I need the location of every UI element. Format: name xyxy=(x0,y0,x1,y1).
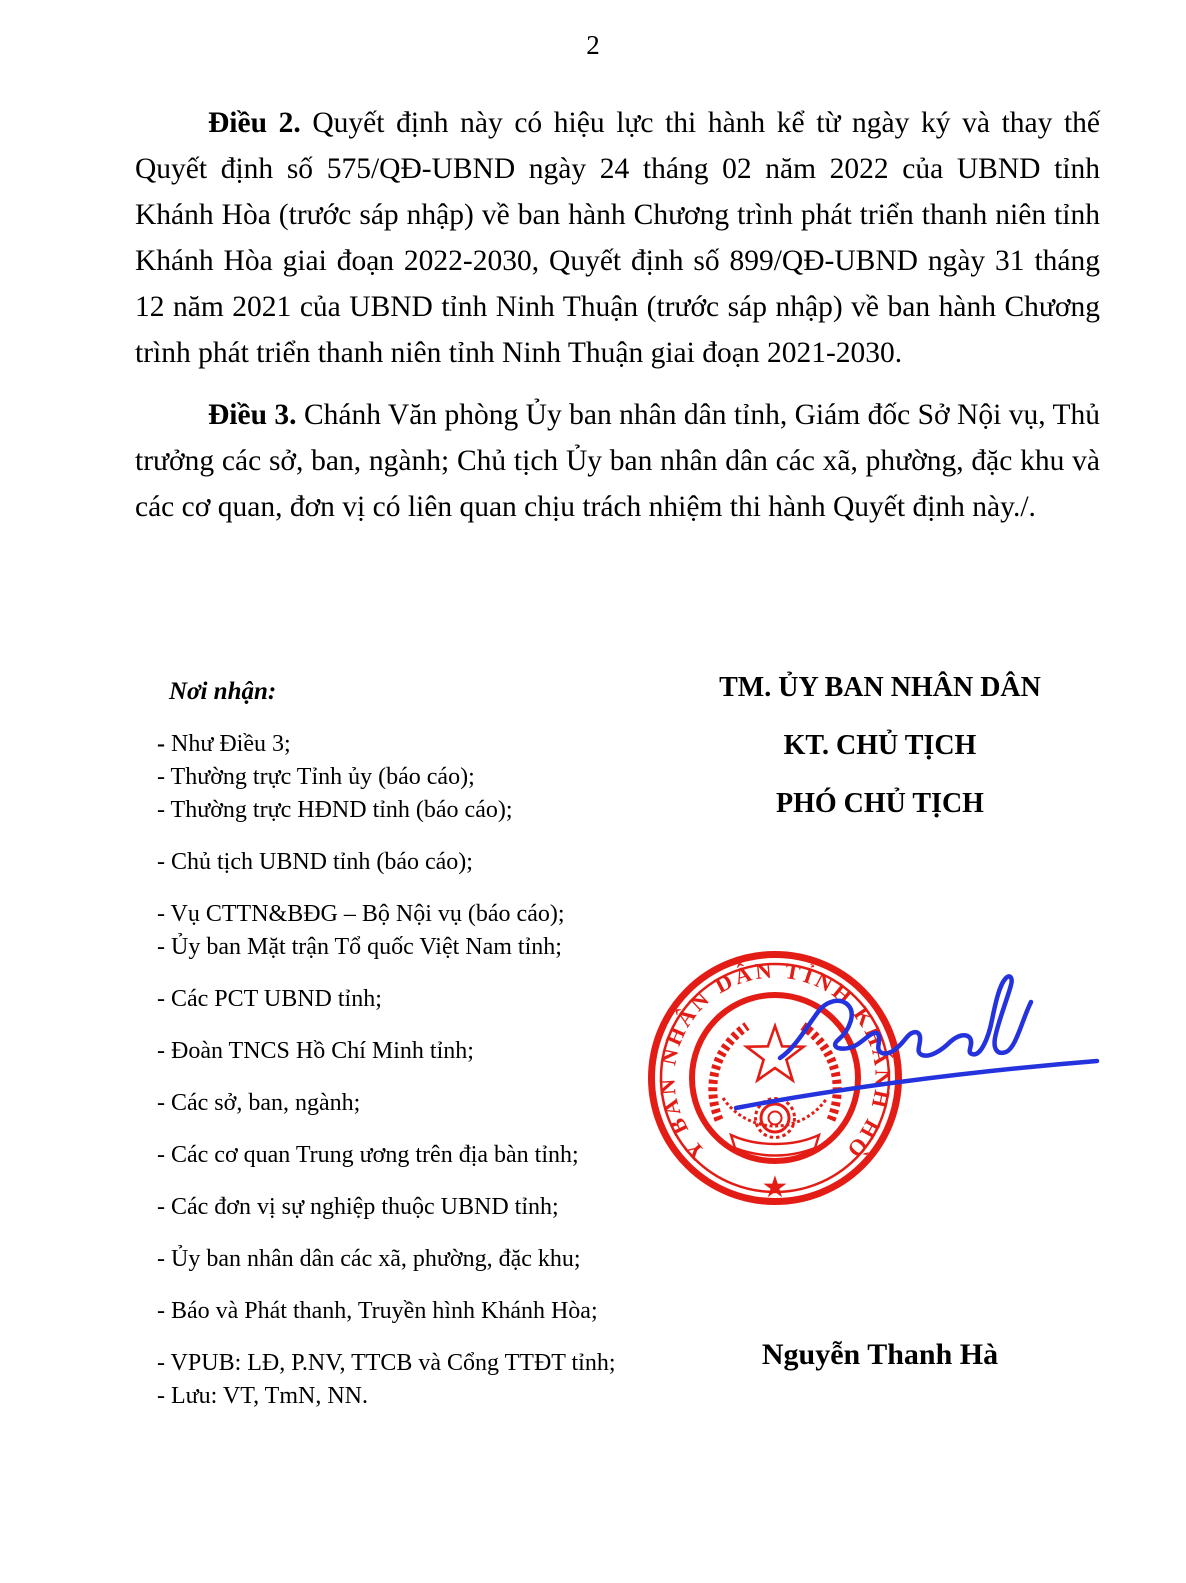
paragraph-body: Quyết định này có hiệu lực thi hành kể từ ngày ký và thay thế Quyết định số 575/QĐ-UBND ngày 24 tháng 02 năm 2022 của UBND tỉnh Khánh Hòa (trước sáp nhập) về ban hành Chương trình phát triển thanh niên tỉnh Khánh Hòa giai đoạn 2022-2030, Quyết định số 899/QĐ-UBND ngày 31 tháng 12 năm 2021 của UBND tỉnh Ninh Thuận (trước sáp nhập) về ban hành Chương trình phát triển thanh niên tỉnh Ninh Thuận giai đoạn 2021-2030. xyxy=(135,107,1101,369)
recipient-item: - Như Điều 3; xyxy=(157,731,291,757)
paragraph-dieu-3 xyxy=(135,392,1100,530)
recipient-item: - Các cơ quan Trung ương trên địa bàn tỉnh; xyxy=(157,1142,579,1168)
recipient-item: - Thường trực Tỉnh ủy (báo cáo); xyxy=(157,764,475,790)
recipients-list xyxy=(157,728,677,1413)
signature-kt-line: KT. CHỦ TỊCH xyxy=(783,730,977,761)
recipient-item: - Chủ tịch UBND tỉnh (báo cáo); xyxy=(157,849,473,875)
recipient-item: - Lưu: VT, TmN, NN. xyxy=(157,1383,368,1409)
signer-name: Nguyễn Thanh Hà xyxy=(761,1338,999,1371)
recipient-item: - Các sở, ban, ngành; xyxy=(157,1090,361,1116)
paragraph-dieu-2 xyxy=(135,100,1100,376)
seal-bottom-star-icon: ★ xyxy=(761,1171,789,1204)
paragraph-body: Chánh Văn phòng Ủy ban nhân dân tỉnh, Giám đốc Sở Nội vụ, Thủ trưởng các sở, ban, ngành; Chủ tịch Ủy ban nhân dân các xã, phường, đặc khu và các cơ quan, đơn vị có liên quan chịu trách nhiệm thi hành Quyết định này./. xyxy=(135,399,1100,523)
recipient-item: - Ủy ban nhân dân các xã, phường, đặc khu; xyxy=(157,1246,581,1272)
recipient-item: - VPUB: LĐ, P.NV, TTCB và Cổng TTĐT tỉnh; xyxy=(157,1350,616,1376)
signature-org-line: TM. ỦY BAN NHÂN DÂN xyxy=(719,672,1041,703)
recipient-item: - Ủy ban Mặt trận Tổ quốc Việt Nam tỉnh; xyxy=(157,934,562,960)
recipients-title: Nơi nhận: xyxy=(169,678,277,705)
handwritten-signature xyxy=(600,945,1120,1145)
signature-header-block xyxy=(660,672,1100,820)
paragraph-lead: Điều 2. xyxy=(208,107,301,139)
recipients-block xyxy=(157,678,677,1413)
page-number: 2 xyxy=(586,30,600,60)
signature-underline xyxy=(736,1061,1097,1108)
signature-stroke xyxy=(780,976,1031,1058)
seal-ring-text: ỦY BAN NHÂN DÂN TỈNH KHÁNH HÒA xyxy=(654,957,896,1165)
body-text xyxy=(135,100,1100,530)
recipient-item: - Các đơn vị sự nghiệp thuộc UBND tỉnh; xyxy=(157,1194,559,1220)
recipient-item: - Vụ CTTN&BĐG – Bộ Nội vụ (báo cáo); xyxy=(157,901,565,927)
recipient-item: - Thường trực HĐND tỉnh (báo cáo); xyxy=(157,797,513,823)
signature-title-line: PHÓ CHỦ TỊCH xyxy=(776,788,984,819)
paragraph-lead: Điều 3. xyxy=(208,399,297,431)
recipient-item: - Các PCT UBND tỉnh; xyxy=(157,986,382,1012)
recipient-item: - Đoàn TNCS Hồ Chí Minh tỉnh; xyxy=(157,1038,474,1064)
recipient-item: - Báo và Phát thanh, Truyền hình Khánh Hòa; xyxy=(157,1298,598,1324)
